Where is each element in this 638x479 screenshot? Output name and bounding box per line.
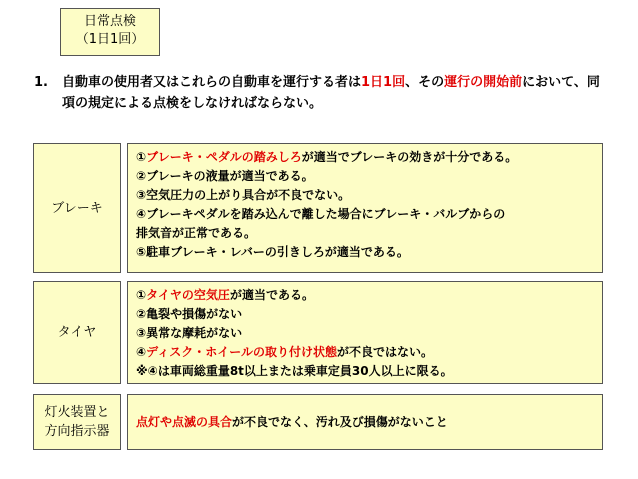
lights-item-1: 点灯や点滅の具合が不良でなく、汚れ及び損傷がないこと [136, 414, 448, 429]
title-main: 日常点検 [83, 14, 136, 29]
intro-highlight-before-operation: 運行の開始前 [444, 75, 523, 90]
lights-label: 灯火装置と 方向指示器 [44, 405, 110, 439]
inspection-title-box [60, 8, 160, 56]
intro-paragraph [34, 72, 604, 114]
tire-item-1: ①タイヤの空気圧が適当である。 [136, 288, 314, 302]
tire-note: ※④は車両総重量8t以上または乗車定員30人以上に限る。 [136, 364, 453, 378]
intro-text [62, 72, 604, 114]
brake-item-4: ④ブレーキペダルを踏み込んで離した場合にブレーキ・バルブからの [136, 207, 506, 221]
brake-checklist-cell [127, 143, 603, 273]
brake-item-1: ①ブレーキ・ペダルの踏みしろが適当でブレーキの効きが十分である。 [136, 150, 518, 164]
tire-label-cell [33, 281, 121, 384]
intro-text-part: において、同項の規定による点検をしなければならない。 [62, 75, 600, 111]
tire-checklist-cell [127, 281, 603, 384]
brake-item-4-cont: 排気音が正常である。 [136, 226, 257, 240]
lights-checklist-cell [127, 394, 603, 450]
tire-label: タイヤ [57, 325, 97, 340]
brake-item-3: ③空気圧力の上がり具合が不良でない。 [136, 188, 351, 202]
brake-item-2: ②ブレーキの液量が適当である。 [136, 169, 314, 183]
tire-item-3: ③異常な摩耗がない [136, 326, 243, 340]
intro-text-part: 、その [405, 75, 445, 90]
brake-label-cell [33, 143, 121, 273]
tire-item-2: ②亀裂や損傷がない [136, 307, 243, 321]
intro-text-part: 自動車の使用者又はこれらの自動車を運行する者は [62, 75, 362, 90]
brake-item-5: ⑤駐車ブレーキ・レバーの引きしろが適当である。 [136, 245, 409, 259]
brake-label: ブレーキ [51, 200, 103, 216]
intro-highlight-once-daily: 1日1回 [361, 75, 406, 90]
tire-item-4: ④ディスク・ホイールの取り付け状態が不良ではない。 [136, 345, 433, 359]
intro-number: 1. [34, 75, 48, 90]
title-frequency: （1日1回） [75, 32, 145, 47]
lights-label-cell [33, 394, 121, 450]
